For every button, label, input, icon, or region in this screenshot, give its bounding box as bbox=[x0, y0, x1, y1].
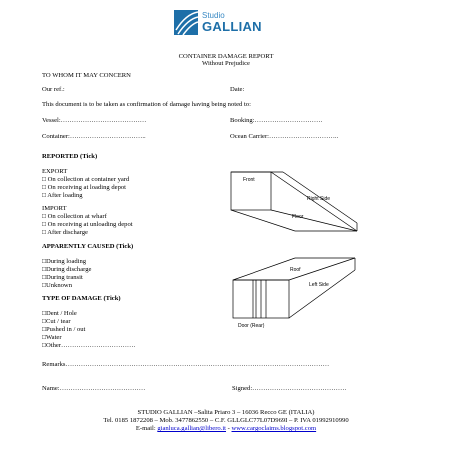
booking-field: Booking:…………………………. bbox=[230, 117, 323, 124]
caused-item-unknown[interactable]: □Unknown bbox=[42, 282, 72, 289]
left-side-label: Left Side bbox=[309, 282, 329, 288]
roof-left-edge bbox=[233, 258, 295, 280]
studio-gallian-logo bbox=[174, 9, 282, 36]
import-item-unloading-depot[interactable]: □ On receiving at unloading depot bbox=[42, 221, 133, 228]
damage-item-dent[interactable]: □Dent / Hole bbox=[42, 310, 77, 317]
logo-gallian-text: GALLIAN bbox=[202, 19, 262, 34]
caused-item-discharge[interactable]: □During discharge bbox=[42, 266, 92, 273]
roof-label: Roof bbox=[290, 267, 301, 273]
email-link[interactable]: gianluca.gallian@libero.it bbox=[157, 425, 227, 432]
door-label: Door (Rear) bbox=[238, 323, 265, 329]
damage-item-other[interactable]: □Other……………………………. bbox=[42, 342, 136, 349]
logo-studio-text: Studio bbox=[202, 11, 225, 20]
floor-label: Floor bbox=[292, 214, 304, 220]
export-heading: EXPORT bbox=[42, 168, 68, 175]
signed-field: Signed:……………………………………. bbox=[232, 385, 347, 392]
export-item-yard[interactable]: □ On collection at container yard bbox=[42, 176, 130, 183]
right-side-label: Right Side bbox=[307, 196, 331, 202]
ocean-carrier-field: Ocean Carrier:………………………….. bbox=[230, 133, 339, 140]
import-item-after-discharge[interactable]: □ After discharge bbox=[42, 229, 88, 236]
caused-item-transit[interactable]: □During transit bbox=[42, 274, 83, 281]
footer-address: STUDIO GALLIAN –Salita Priaro 3 – 16036 Recco GE (ITALIA) bbox=[137, 409, 315, 416]
report-title: CONTAINER DAMAGE REPORT bbox=[178, 53, 274, 60]
confirmation-text: This document is to be taken as confirmation of damage having being noted to: bbox=[42, 101, 251, 108]
footer-links bbox=[0, 425, 452, 433]
report-subtitle: Without Prejudice bbox=[202, 60, 250, 67]
damage-item-cut[interactable]: □Cut / tear bbox=[42, 318, 71, 325]
email-label: E-mail: bbox=[135, 425, 158, 432]
caused-item-loading[interactable]: □During loading bbox=[42, 258, 87, 265]
remarks-field: Remarks………………………………………………………………………………………………………… bbox=[42, 361, 330, 368]
export-item-after-loading[interactable]: □ After loading bbox=[42, 192, 83, 199]
import-heading: IMPORT bbox=[42, 205, 67, 212]
vessel-field: Vessel:………………………………… bbox=[42, 117, 147, 124]
our-ref-field: Our ref.: bbox=[42, 86, 65, 93]
container-field: Container:…………………………….. bbox=[42, 133, 146, 140]
container-diagram-front bbox=[225, 165, 360, 245]
caused-heading: APPARENTLY CAUSED (Tick) bbox=[42, 243, 134, 250]
footer-contacts: Tel. 0185 1872208 – Mob. 3477862550 – C.F. GLLGLC77L07D969I – P. IVA 01992910990 bbox=[103, 417, 349, 424]
floor-edge bbox=[231, 210, 295, 231]
reported-heading: REPORTED (Tick) bbox=[42, 153, 98, 160]
damage-item-water[interactable]: □Water bbox=[42, 334, 62, 341]
export-item-loading-depot[interactable]: □ On receiving at loading depot bbox=[42, 184, 126, 191]
damage-item-pushed[interactable]: □Pushed in / out bbox=[42, 326, 86, 333]
footer-separator: - bbox=[226, 425, 232, 432]
damage-heading: TYPE OF DAMAGE (Tick) bbox=[42, 295, 121, 302]
front-label: Front bbox=[243, 177, 255, 183]
container-diagram-rear bbox=[225, 250, 360, 332]
website-link[interactable]: www.cargoclaims.blogspot.com bbox=[231, 425, 317, 432]
logo-mark-icon bbox=[174, 10, 198, 35]
salutation: TO WHOM IT MAY CONCERN bbox=[42, 72, 131, 79]
date-field: Date: bbox=[230, 86, 245, 93]
import-item-wharf[interactable]: □ On collection at wharf bbox=[42, 213, 107, 220]
name-field: Name:………………………………… bbox=[42, 385, 146, 392]
